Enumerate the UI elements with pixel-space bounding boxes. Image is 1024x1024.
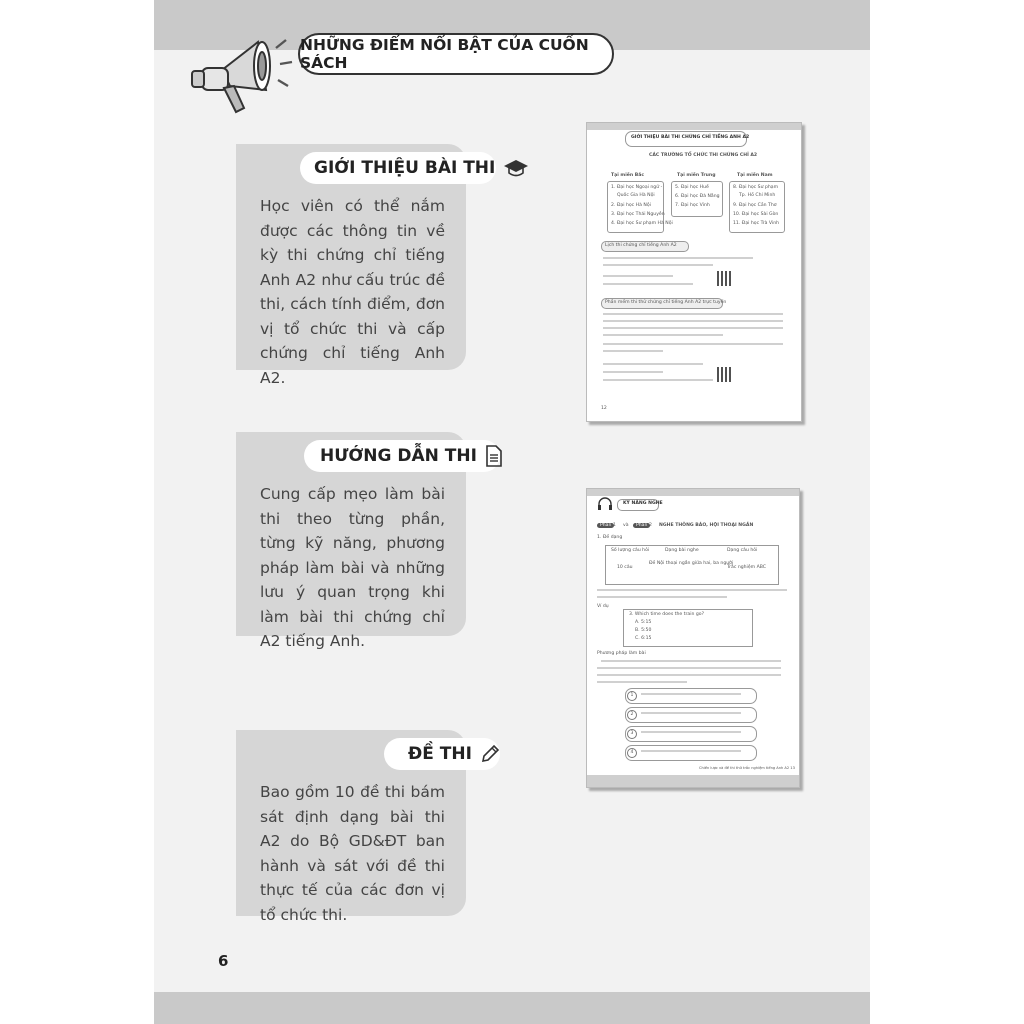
preview-page-listening [586,488,800,788]
region-item: 4. Đại học Sư phạm Hà Nội [611,221,673,226]
preview-title: GIỚI THIỆU BÀI THI CHỨNG CHỈ TIẾNG ANH A2 [631,135,750,140]
section-heading [384,738,500,770]
text-line [641,750,741,752]
qr-code-icon [717,367,732,382]
qr-code-icon [717,271,732,286]
preview-label: Lịch thi chứng chỉ tiếng Anh A2 [605,243,677,248]
section-body: Bao gồm 10 đề thi bám sát định dạng bài thi A2 do Bộ GD&ĐT ban hành và sát với đề thi thực tế của các đơn vị tổ chức thi. [260,783,445,924]
text-line [603,379,713,381]
part-number: 1 [613,523,616,528]
text-line [641,712,741,714]
preview-page-intro [586,122,802,422]
region-item: 3. Đại học Thái Nguyên [611,212,665,217]
section-label: 1. Đề dạng [597,535,623,540]
preview-bottom-band [587,775,799,787]
part-number: 2 [649,523,652,528]
text-line [603,343,783,345]
step-number: 4 [627,748,637,758]
megaphone-icon [184,28,296,118]
region-name: Tại miền Bắc [611,173,645,178]
region-item: 9. Đại học Cần Thơ [733,203,777,208]
table-header: Dạng bài nghe [665,548,699,553]
region-name: Tại miền Trung [677,173,716,178]
page-title: NHỮNG ĐIỂM NỔI BẬT CỦA CUỐN SÁCH [298,33,614,75]
preview-top-band [587,123,801,130]
preview-footer: Chiến lược và đề thi thử trắc nghiệm tiếng Anh A2 13 [699,766,795,770]
text-line [597,589,787,591]
preview-label: Phần mềm thi thử chứng chỉ tiếng Anh A2 trực tuyến [605,300,727,305]
text-line [603,257,753,259]
method-label: Phương pháp làm bài [597,651,646,656]
region-name: Tại miền Nam [737,173,773,178]
text-line [603,264,713,266]
text-line [603,283,693,285]
text-line [603,313,783,315]
preview-subtitle: CÁC TRƯỜNG TỔ CHỨC THI CHỨNG CHỈ A2 [649,153,758,158]
section-card-guide [236,432,477,650]
text-line [603,371,663,373]
part-title: NGHE THÔNG BÁO, HỘI THOẠI NGẮN [659,523,754,528]
pencil-icon [480,744,500,764]
document-icon [485,445,503,467]
region-item: 1. Đại học Ngoại ngữ - [611,185,663,190]
step-number: 3 [627,729,637,739]
preview-title: KỸ NĂNG NGHE [623,501,663,506]
example-option: B. 5:50 [635,628,652,633]
example-option: A. 5:15 [635,620,652,625]
text-line [641,731,741,733]
section-card-tests [236,730,472,924]
text-line [641,693,741,695]
text-line [597,596,727,598]
step-number: 2 [627,710,637,720]
step-number: 1 [627,691,637,701]
book-page [154,0,870,1024]
section-body: Cung cấp mẹo làm bài thi theo từng phần, từng kỹ năng, phương pháp làm bài và những lưu ý quan trọng khi làm bài thi chứng chỉ A2 tiếng Anh. [260,485,445,650]
preview-page-number: 12 [601,406,607,411]
section-card-intro [236,144,496,387]
region-item: 10. Đại học Sài Gòn [733,212,779,217]
example-label: Ví dụ [597,604,609,609]
step-box [625,745,757,761]
headphones-icon [597,497,613,511]
section-heading-text: ĐỀ THI [408,744,472,764]
text-line [603,334,723,336]
region-item: 2. Đại học Hà Nội [611,203,651,208]
region-item: Quốc Gia Hà Nội [617,193,655,198]
region-item: 7. Đại học Vinh [675,203,710,208]
table-cell: Đề Nội thoại ngắn giữa hai, ba người [649,561,734,566]
page-number: 6 [218,952,229,970]
text-line [601,660,781,662]
part-badge: Phần [597,523,614,528]
text-line [597,674,781,676]
part-and: và [623,523,629,528]
bottom-band [154,992,870,1024]
table-header: Số lượng câu hỏi [611,548,650,553]
region-item: 6. Đại học Đà Nẵng [675,194,720,199]
text-line [597,667,781,669]
text-line [603,363,703,365]
section-heading [300,152,496,184]
text-line [603,327,783,329]
text-line [603,320,783,322]
step-box [625,707,757,723]
text-line [597,681,687,683]
graduation-cap-icon [503,159,529,177]
section-body: Học viên có thể nắm được các thông tin về kỳ thi chứng chỉ tiếng Anh A2 như cấu trúc đề thi, cách tính điểm, đơn vị tổ chức thi và cấp chứng chỉ tiếng Anh A2. [260,197,445,387]
section-heading [304,440,500,472]
step-box [625,726,757,742]
step-box [625,688,757,704]
example-question: 3. Which time does the train go? [629,612,705,617]
example-option: C. 6:15 [635,636,652,641]
section-heading-text: GIỚI THIỆU BÀI THI [314,158,496,178]
region-item: 5. Đại học Huế [675,185,709,190]
section-heading-text: HƯỚNG DẪN THI [320,446,477,466]
part-badge: Phần [633,523,650,528]
region-item: Tp. Hồ Chí Minh [739,193,776,198]
text-line [603,275,673,277]
region-item: 8. Đại học Sư phạm [733,185,779,190]
text-line [603,350,663,352]
table-cell: 10 câu [617,565,633,570]
region-item: 11. Đại học Trà Vinh [733,221,780,226]
table-header: Dạng câu hỏi [727,548,758,553]
table-cell: Trắc nghiệm ABC [727,565,767,570]
preview-top-band [587,489,799,496]
